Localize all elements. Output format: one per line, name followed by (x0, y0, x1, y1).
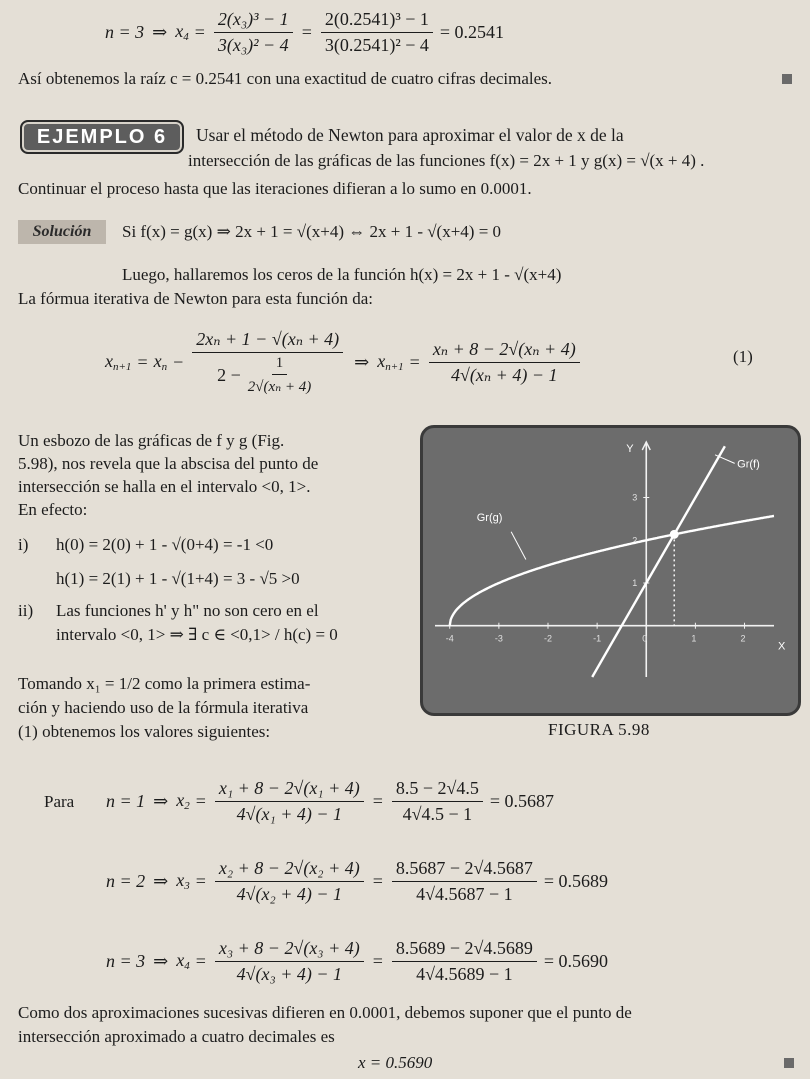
closing-line1: Como dos aproximaciones sucesivas difieren en 0.0001, debemos suponer que el punto de (18, 1003, 632, 1022)
intersection-point (670, 530, 679, 539)
fraction-symbolic: $\frac{\text{2(x₃)³ − 1}}{\text{3(x₃)² − 4}}$ (214, 9, 293, 56)
lhs-variable: $x_4$ (175, 21, 189, 43)
item-i-line1: h(0) = 2(0) + 1 - √(0+4) = -1 <0 (56, 535, 274, 554)
para-line4: En efecto: (18, 500, 88, 519)
iteration-row-2: n = 2 ⇒ $x_3$ = $\frac{\text{x₂ + 8 − 2√(x₂ + 4)}}{\text{4√(x₂ + 4) − 1}}$ = $\frac{8.5687 - 2√4.5687}{4√4.5687 - 1}$ = 0.5689 (106, 857, 609, 904)
para-line2: 5.98), nos revela que la abscisa del punto de (18, 454, 319, 473)
y-tick-label: 2 (632, 535, 638, 546)
x-axis-label: X (778, 640, 786, 653)
result: = 0.2541 (439, 21, 505, 42)
conclusion-text: Así obtenemos la raíz c = 0.2541 con una exactitud de cuatro cifras decimales. (18, 69, 553, 88)
closing-line2: intersección aproximado a cuatro decimales es (18, 1027, 335, 1046)
x-tick-label: 1 (691, 633, 697, 644)
x-tick-label: -2 (544, 633, 553, 644)
iteration-row-3: n = 3 ⇒ $x_4$ = $\frac{\text{x₃ + 8 − 2√(x₃ + 4)}}{\text{4√(x₃ + 4) − 1}}$ = $\frac{8.5689 - 2√4.5689}{4√4.5689 - 1}$ = 0.5690 (106, 937, 609, 984)
example-statement-line2: intersección de las gráficas de las funciones f(x) = 2x + 1 y g(x) = √(x + 4) . (188, 151, 705, 170)
fraction-numeric: $\frac{\text{2(0.2541)³ − 1}}{\text{3(0.2541)² − 4}}$ (321, 9, 433, 56)
y-tick-label: 3 (632, 492, 638, 503)
solution-line2: Luego, hallaremos los ceros de la función h(x) = 2x + 1 - √(x+4) (122, 265, 562, 284)
chart-svg (423, 428, 792, 707)
x-tick-label: -4 (445, 633, 454, 644)
figure-graph (420, 425, 801, 716)
example-statement-line3: Continuar el proceso hasta que las iteraciones difieran a lo sumo en 0.0001. (18, 179, 532, 198)
solution-line1: Si f(x) = g(x) ⇒ 2x + 1 = √(x+4) ⇔ 2x + 1 - √(x+4) = 0 (122, 222, 502, 241)
x-tick-label: -1 (593, 633, 602, 644)
para-line1: Un esbozo de las gráficas de f y g (Fig. (18, 431, 285, 450)
qed-square (782, 74, 792, 84)
item-ii-label: ii) (18, 601, 34, 620)
series-f-line (592, 446, 725, 677)
para-label: Para (44, 792, 75, 811)
label-gr-g: Gr(g) (476, 512, 503, 525)
para2-line3: (1) obtenemos los valores siguientes: (18, 722, 271, 741)
iteration-row-1: n = 1 ⇒ $x_2$ = $\frac{\text{x₁ + 8 − 2√(x₁ + 4)}}{\text{4√(x₁ + 4) − 1}}$ = $\frac{8.5 - 2√4.5}{4√4.5 - 1}$ = 0.5687 (106, 777, 555, 824)
item-i-line2: h(1) = 2(1) + 1 - √(1+4) = 3 - √5 >0 (56, 569, 300, 588)
para2-line1: Tomando x₁ = 1/2 como la primera estima- (18, 674, 311, 693)
newton-quotient: 2xₙ + 1 − √(xₙ + 4) 2 − $\frac{1}{\text{2√(xₙ + 4)}}$ (192, 329, 343, 396)
para-line3: intersección se halla en el intervalo <0, 1>. (18, 477, 311, 496)
x-tick-label: 2 (740, 633, 746, 644)
x-tick-label: -3 (494, 633, 503, 644)
simplified-quotient: $\frac{\text{xₙ + 8 − 2√(xₙ + 4)}}{\text{4√(xₙ + 4) − 1}}$ (429, 339, 580, 386)
newton-formula: $x_{n+1}$ = $x_n$ − 2xₙ + 1 − √(xₙ + 4) 2 − $\frac{1}{\text{2√(xₙ + 4)}}$ ⇒ $x_{n+1}$ = $\frac{\text{xₙ + 8 − 2√(xₙ + 4)}}{\text{4√(xₙ + 4) − 1}}$ (105, 324, 583, 400)
series-g-curve (450, 516, 774, 626)
final-answer: x = 0.5690 (358, 1053, 433, 1072)
solution-label: Solución (18, 220, 106, 244)
example-badge: EJEMPLO 6 (20, 120, 184, 154)
n-label: n = 3 (105, 21, 145, 42)
x-tick-label: 0 (642, 633, 648, 644)
item-ii-line2: intervalo <0, 1> ⇒ ∃ c ∈ <0,1> / h(c) = 0 (56, 625, 338, 644)
qed-square-final (784, 1058, 794, 1068)
top-iteration-equation: n = 3 ⇒ $x_4$ = $\frac{\text{2(x₃)³ − 1}}{\text{3(x₃)² − 4}}$ = $\frac{\text{2(0.2541)³ − 1}}{\text{3(0.2541)² − 4}}$ = 0.2541 (105, 8, 505, 55)
item-ii-line1: Las funciones h' y h" no son cero en el (56, 601, 319, 620)
figure-caption: FIGURA 5.98 (548, 720, 650, 739)
label-gr-f: Gr(f) (737, 458, 760, 471)
item-i-label: i) (18, 535, 29, 554)
solution-line3: La fórmua iterativa de Newton para esta función da: (18, 289, 373, 308)
label-gr-g-leader (511, 532, 526, 560)
y-axis-label: Y (626, 443, 634, 455)
y-tick-label: 1 (632, 578, 638, 588)
example-statement-line1: Usar el método de Newton para aproximar el valor de x de la (196, 125, 624, 145)
para2-line2: ción y haciendo uso de la fórmula iterativa (18, 698, 309, 717)
formula-tag: (1) (733, 347, 753, 366)
